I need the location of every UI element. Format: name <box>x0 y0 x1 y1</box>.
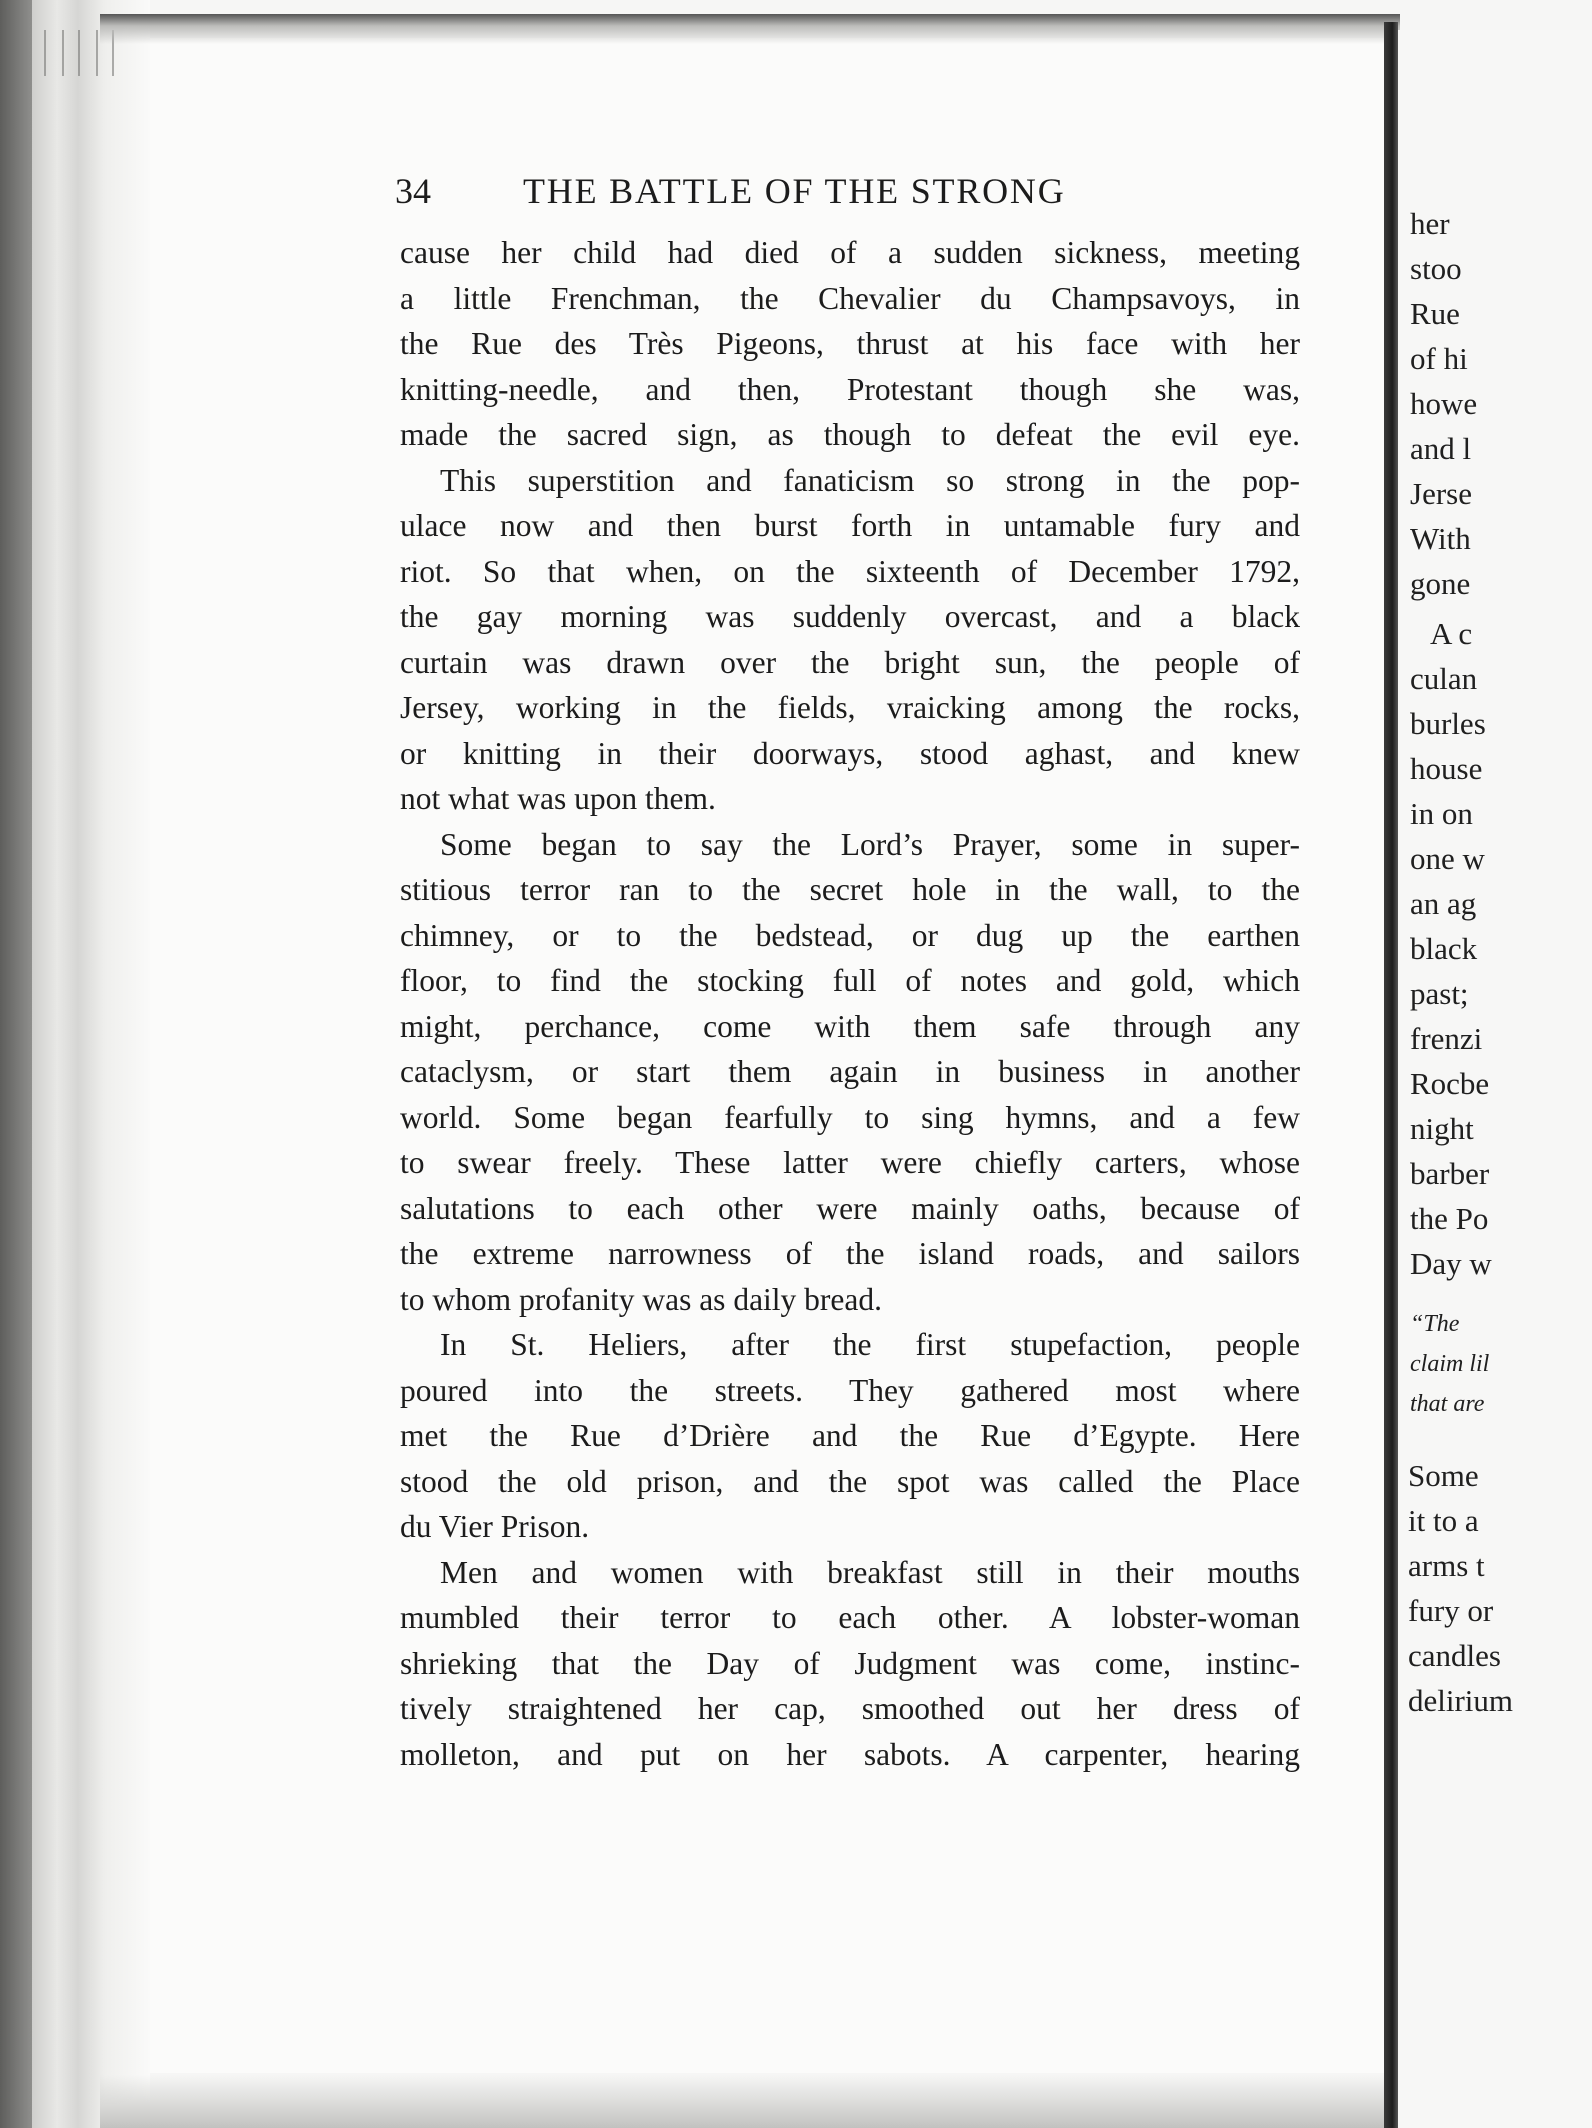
text-line: floor, to find the stocking full of notes and gold, which <box>400 963 1300 998</box>
text-line: the Rue des Très Pigeons, thrust at his face with her <box>400 326 1300 361</box>
right-page-text-fragment: and l <box>1410 431 1472 466</box>
text-line: met the Rue d’Drière and the Rue d’Egypte. Here <box>400 1418 1300 1453</box>
right-page-text-fragment: barber <box>1410 1156 1490 1191</box>
right-page-text-fragment: howe <box>1410 386 1478 421</box>
bottom-shadow <box>100 2075 1400 2128</box>
page-edge-line <box>62 30 64 76</box>
text-line: stitious terror ran to the secret hole in the wall, to the <box>400 872 1300 907</box>
book-cover-edge <box>0 0 32 2128</box>
right-page-text-fragment: candles <box>1408 1638 1501 1673</box>
text-line: knitting-needle, and then, Protestant though she was, <box>400 371 1300 407</box>
right-page-text-fragment: “The <box>1410 1311 1460 1337</box>
body-text <box>400 230 1300 1777</box>
text-line: Men and women with breakfast still in their mouths <box>440 1554 1300 1590</box>
text-line: might, perchance, come with them safe through any <box>400 1008 1300 1044</box>
right-page-text-fragment: Some <box>1408 1458 1479 1493</box>
right-page-text-fragment: past; <box>1410 976 1469 1011</box>
text-line: cataclysm, or start them again in business in another <box>400 1054 1300 1089</box>
right-page-text-fragment: house <box>1410 751 1483 786</box>
text-line: world. Some began fearfully to sing hymns, and a few <box>400 1099 1300 1135</box>
right-page-text-fragment: burles <box>1410 706 1486 741</box>
text-line: chimney, or to the bedstead, or dug up the earthen <box>400 917 1300 953</box>
text-line: molleton, and put on her sabots. A carpenter, hearing <box>400 1736 1300 1772</box>
book-gutter <box>1384 22 1398 2128</box>
text-line: not what was upon them. <box>400 781 716 816</box>
text-line: This superstition and fanaticism so strong in the pop- <box>440 462 1300 498</box>
text-line: Some began to say the Lord’s Prayer, some in super- <box>440 826 1300 862</box>
right-page-text-fragment: it to a <box>1408 1503 1479 1538</box>
text-line: or knitting in their doorways, stood aghast, and knew <box>400 735 1300 771</box>
text-line: to whom profanity was as daily bread. <box>400 1281 883 1317</box>
right-page-text-fragment: Day w <box>1410 1246 1492 1281</box>
text-line: riot. So that when, on the sixteenth of December 1792, <box>400 553 1300 589</box>
right-page-text-fragment: With <box>1410 521 1471 556</box>
text-line: Jersey, working in the fields, vraicking among the rocks, <box>400 690 1300 725</box>
right-page-text-fragment: Rocbe <box>1410 1066 1490 1101</box>
text-line: the gay morning was suddenly overcast, and a black <box>400 599 1300 634</box>
right-page-text-fragment: in on <box>1410 796 1473 831</box>
text-line: In St. Heliers, after the first stupefaction, people <box>440 1327 1300 1362</box>
text-line: curtain was drawn over the bright sun, the people of <box>400 644 1300 680</box>
text-line: salutations to each other were mainly oaths, because of <box>400 1190 1300 1226</box>
text-line: poured into the streets. They gathered most where <box>400 1372 1300 1408</box>
text-line: mumbled their terror to each other. A lobster-woman <box>400 1600 1300 1635</box>
text-line: to swear freely. These latter were chiefly carters, whose <box>400 1145 1300 1180</box>
right-page-text-fragment: of hi <box>1410 341 1468 376</box>
text-line: tively straightened her cap, smoothed out her dress of <box>400 1691 1300 1726</box>
right-page <box>1398 30 1592 2128</box>
page-edge-line <box>44 30 46 76</box>
text-line: the extreme narrowness of the island roads, and sailors <box>400 1236 1300 1271</box>
right-page-text-fragment: frenzi <box>1410 1021 1483 1056</box>
right-page-text-fragment: one w <box>1410 841 1485 876</box>
running-title: THE BATTLE OF THE STRONG <box>523 171 1066 211</box>
page-edge-line <box>78 30 80 76</box>
right-page-text-fragment: culan <box>1410 661 1478 696</box>
top-shadow <box>100 14 1400 44</box>
page-number: 34 <box>395 171 431 211</box>
text-line: ulace now and then burst forth in untamable fury and <box>400 508 1300 543</box>
right-page-text-fragment: A c <box>1430 616 1473 651</box>
right-page-text-fragment: gone <box>1410 566 1471 601</box>
text-line: made the sacred sign, as though to defeat the evil eye. <box>400 417 1300 452</box>
right-page-text-fragment: Jerse <box>1410 476 1472 511</box>
right-page-text-fragment: stoo <box>1410 251 1462 286</box>
right-page-text-fragment: night <box>1410 1111 1474 1146</box>
text-line: cause her child had died of a sudden sickness, meeting <box>400 235 1300 270</box>
right-page-text-fragment: an ag <box>1410 886 1477 921</box>
text-line: shrieking that the Day of Judgment was come, instinc- <box>400 1645 1300 1681</box>
right-page-text-fragment: fury or <box>1408 1593 1494 1628</box>
right-page-text-fragment: arms t <box>1408 1548 1485 1583</box>
text-line: du Vier Prison. <box>400 1509 590 1544</box>
right-page-text-fragment: delirium <box>1408 1683 1514 1718</box>
right-page-text-fragment: claim lil <box>1410 1351 1490 1377</box>
right-page-text-fragment: her <box>1410 206 1450 241</box>
text-line: stood the old prison, and the spot was called the Place <box>400 1463 1300 1499</box>
right-page-text-fragment: Rue <box>1410 296 1460 331</box>
right-page-text-fragment: black <box>1410 931 1478 966</box>
right-page-text-fragment: that are <box>1410 1391 1485 1417</box>
text-line: a little Frenchman, the Chevalier du Champsavoys, in <box>400 280 1300 316</box>
page-edge-line <box>96 30 98 76</box>
right-page-text-fragment: the Po <box>1410 1201 1489 1236</box>
